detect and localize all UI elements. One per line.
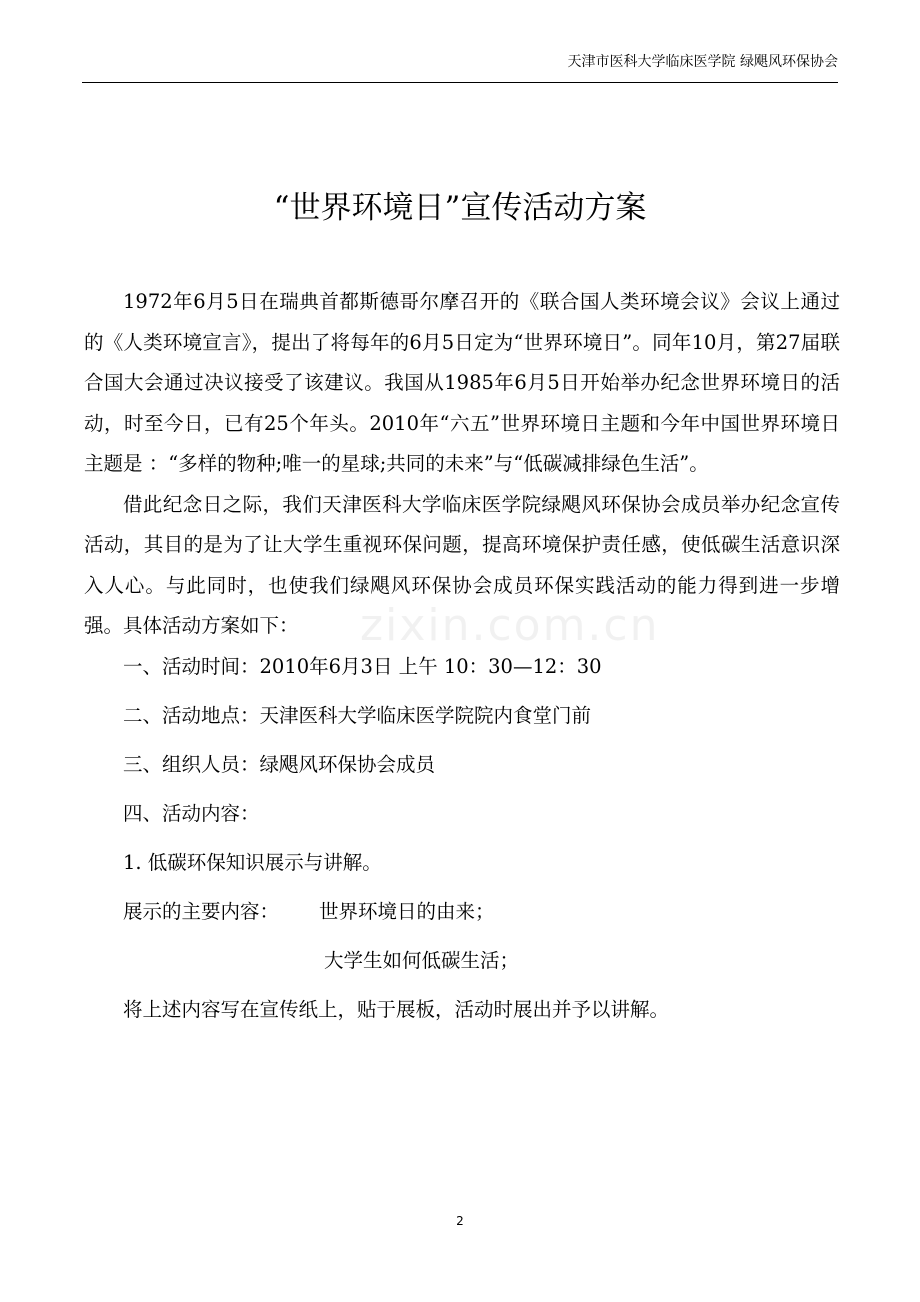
watermark: zixin.com.cn xyxy=(360,600,660,651)
display-item: 大学生如何低碳生活； xyxy=(324,948,520,972)
display-label: 展示的主要内容： xyxy=(123,899,280,923)
document-title: “世界环境日”宣传活动方案 xyxy=(273,190,647,226)
display-item: 世界环境日的由来； xyxy=(319,899,495,923)
intro-paragraph: 1972年6月5日在瑞典首都斯德哥尔摩召开的《联合国人类环境会议》会议上通过的《人类环境宣言》，提出了将每年的6月5日定为“世界环境日”。同年10月，第27届联合国大会通过决议接受了该建议。我国从1985年6月5日开始举办纪念世界环境日的活动，时至今日，已有25个年头。2010年“六五”世界环境日主题和今年中国世界环境日主题是 ：“多样的物种;唯一的星球;共同的未来”与“低碳减排绿色生活”。 xyxy=(84,290,840,475)
display-contents-row xyxy=(84,892,840,932)
closing-line: 将上述内容写在宣传纸上，贴于展板，活动时展出并予以讲解。 xyxy=(123,997,670,1021)
content-sub-item: 1. 低碳环保知识展示与讲解。 xyxy=(123,850,382,874)
activity-location: 二、活动地点：天津医科大学临床医学院院内食堂门前 xyxy=(123,703,592,727)
page-header: 天津市医科大学临床医学院 绿飓风环保协会 xyxy=(567,54,838,70)
purpose-paragraph: 借此纪念日之际，我们天津医科大学临床医学院绿飓风环保协会成员举办纪念宣传活动，其目的是为了让大学生重视环保问题，提高环境保护责任感，使低碳生活意识深入人心。与此同时，也使我们绿飓风环保协会成员环保实践活动的能力得到进一步增强。具体活动方案如下： xyxy=(84,492,840,637)
page-number: 2 xyxy=(456,1214,464,1228)
header-divider xyxy=(82,82,838,83)
document-body xyxy=(84,282,840,1030)
activity-time: 一、活动时间：2010年6月3日 上午 10：30—12：30 xyxy=(123,654,602,678)
activity-organizers: 三、组织人员：绿飓风环保协会成员 xyxy=(123,752,436,776)
activity-content-heading: 四、活动内容： xyxy=(123,801,260,825)
